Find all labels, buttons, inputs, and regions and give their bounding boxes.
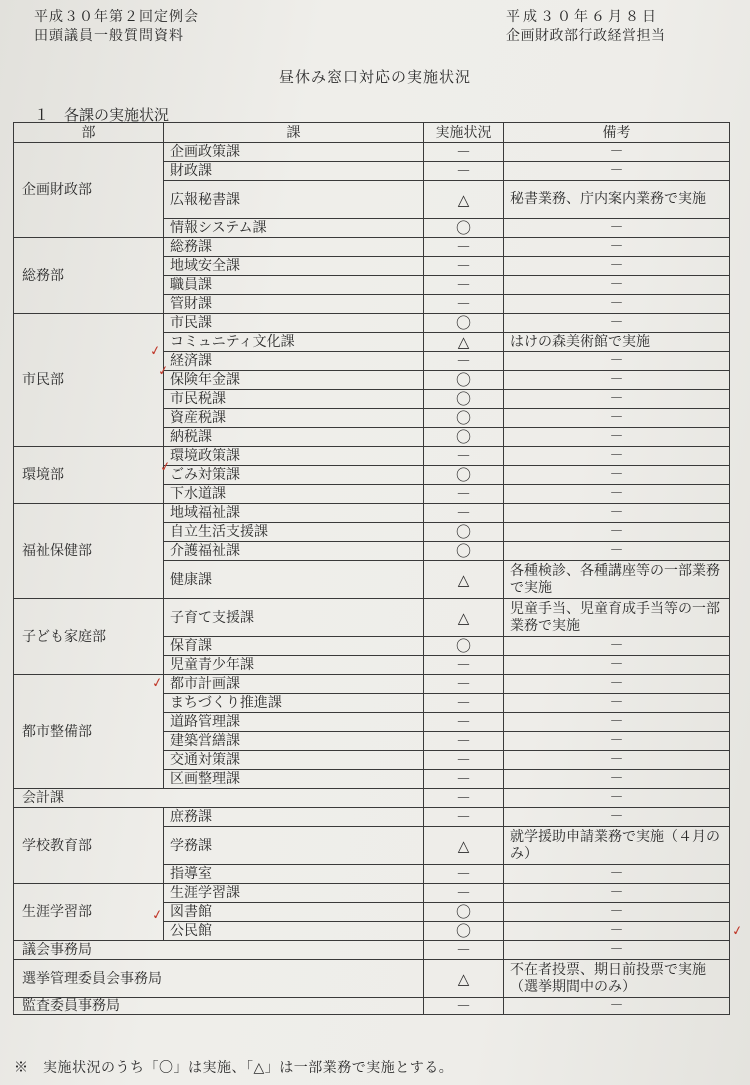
note-cell: － [504, 998, 730, 1015]
section-cell: 都市計画課 [164, 675, 424, 694]
section-cell: 納税課 [164, 428, 424, 447]
section-cell: 財政課 [164, 162, 424, 181]
note-cell: － [504, 314, 730, 333]
status-cell: 〇 [424, 542, 504, 561]
handwritten-check-mark: ✓ [158, 459, 173, 476]
note-cell: － [504, 865, 730, 884]
document-title: 昼休み窓口対応の実施状況 [278, 68, 471, 86]
status-cell: － [424, 941, 504, 960]
handwritten-check-mark: ✓ [156, 363, 171, 380]
status-cell: － [424, 162, 504, 181]
status-cell: － [424, 352, 504, 371]
note-cell: 就学援助申請業務で実施（４月のみ） [504, 827, 730, 865]
note-cell: － [504, 390, 730, 409]
status-cell: 〇 [424, 637, 504, 656]
note-cell: － [504, 542, 730, 561]
section-cell: 職員課 [164, 276, 424, 295]
note-cell: － [504, 884, 730, 903]
column-header-section: 課 [164, 123, 424, 143]
status-cell: 〇 [424, 922, 504, 941]
section-cell: 資産税課 [164, 409, 424, 428]
status-cell: 〇 [424, 466, 504, 485]
section-cell: 地域安全課 [164, 257, 424, 276]
section-cell: 市民課 [164, 314, 424, 333]
note-cell: 秘書業務、庁内案内業務で実施 [504, 181, 730, 219]
note-cell: － [504, 941, 730, 960]
status-cell: 〇 [424, 428, 504, 447]
department-cell: 生涯学習部 [14, 884, 164, 941]
handwritten-check-mark: ✓ [150, 675, 165, 692]
status-cell: － [424, 447, 504, 466]
table-row [14, 238, 730, 257]
status-cell: △ [424, 960, 504, 998]
note-cell: － [504, 276, 730, 295]
section-cell: まちづくり推進課 [164, 694, 424, 713]
department-cell: 学校教育部 [14, 808, 164, 884]
status-cell: 〇 [424, 409, 504, 428]
status-cell: － [424, 295, 504, 314]
responsible-department: 企画財政部行政経営担当 [506, 28, 666, 44]
status-cell: 〇 [424, 903, 504, 922]
department-cell: 会計課 [14, 789, 424, 808]
note-cell: － [504, 637, 730, 656]
section-cell: 図書館 [164, 903, 424, 922]
status-cell: － [424, 694, 504, 713]
document-date: 平成３０年６月８日 [506, 9, 659, 25]
status-cell: － [424, 143, 504, 162]
table-row [14, 599, 730, 637]
note-cell: － [504, 808, 730, 827]
note-cell: － [504, 922, 730, 941]
section-cell: 情報システム課 [164, 219, 424, 238]
status-cell: 〇 [424, 523, 504, 542]
note-cell: － [504, 656, 730, 675]
column-header-dept: 部 [14, 123, 164, 143]
status-cell: － [424, 485, 504, 504]
table-row [14, 504, 730, 523]
department-cell: 監査委員事務局 [14, 998, 424, 1015]
table-row [14, 941, 730, 960]
note-cell: － [504, 751, 730, 770]
status-cell: △ [424, 333, 504, 352]
table-row [14, 314, 730, 333]
section-cell: 総務課 [164, 238, 424, 257]
note-cell: － [504, 257, 730, 276]
department-cell: 子ども家庭部 [14, 599, 164, 675]
department-cell: 選挙管理委員会事務局 [14, 960, 424, 998]
table-row [14, 960, 730, 998]
status-cell: － [424, 276, 504, 295]
status-cell: △ [424, 561, 504, 599]
section-cell: 学務課 [164, 827, 424, 865]
section-cell: 庶務課 [164, 808, 424, 827]
department-cell: 企画財政部 [14, 143, 164, 238]
note-cell: 不在者投票、期日前投票で実施（選挙期間中のみ） [504, 960, 730, 998]
note-cell: － [504, 732, 730, 751]
note-cell: － [504, 523, 730, 542]
section-cell: 健康課 [164, 561, 424, 599]
section-cell: 交通対策課 [164, 751, 424, 770]
table-header-row [14, 123, 730, 143]
table-body [14, 143, 730, 1015]
table-row [14, 447, 730, 466]
section-cell: 児童青少年課 [164, 656, 424, 675]
note-cell: はけの森美術館で実施 [504, 333, 730, 352]
section-cell: ごみ対策課 [164, 466, 424, 485]
table-row [14, 808, 730, 827]
note-cell: － [504, 447, 730, 466]
section-cell: 保育課 [164, 637, 424, 656]
status-cell: － [424, 865, 504, 884]
status-cell: － [424, 998, 504, 1015]
note-cell: － [504, 409, 730, 428]
note-cell: － [504, 162, 730, 181]
status-cell: － [424, 504, 504, 523]
status-cell: － [424, 656, 504, 675]
status-cell: － [424, 884, 504, 903]
note-cell: － [504, 789, 730, 808]
note-cell: － [504, 428, 730, 447]
status-cell: △ [424, 599, 504, 637]
note-cell: － [504, 713, 730, 732]
section-cell: 環境政策課 [164, 447, 424, 466]
department-cell: 議会事務局 [14, 941, 424, 960]
section-cell: 広報秘書課 [164, 181, 424, 219]
section-cell: コミュニティ文化課 [164, 333, 424, 352]
note-cell: － [504, 238, 730, 257]
section-cell: 自立生活支援課 [164, 523, 424, 542]
department-cell: 市民部 [14, 314, 164, 447]
table-row [14, 143, 730, 162]
table-row [14, 884, 730, 903]
status-cell: △ [424, 827, 504, 865]
section-cell: 指導室 [164, 865, 424, 884]
note-cell: － [504, 219, 730, 238]
table-row [14, 675, 730, 694]
note-cell: － [504, 371, 730, 390]
section-cell: 地域福祉課 [164, 504, 424, 523]
note-cell: － [504, 694, 730, 713]
note-cell: － [504, 903, 730, 922]
section-cell: 建築営繕課 [164, 732, 424, 751]
status-cell: － [424, 751, 504, 770]
note-cell: 各種検診、各種講座等の一部業務で実施 [504, 561, 730, 599]
note-cell: － [504, 504, 730, 523]
section-heading: １ 各課の実施状況 [34, 106, 170, 124]
status-cell: 〇 [424, 314, 504, 333]
note-cell: － [504, 675, 730, 694]
note-cell: － [504, 352, 730, 371]
status-cell: 〇 [424, 371, 504, 390]
status-cell: 〇 [424, 219, 504, 238]
note-cell: － [504, 295, 730, 314]
section-cell: 公民館 [164, 922, 424, 941]
section-cell: 子育て支援課 [164, 599, 424, 637]
handwritten-check-mark: ✓ [730, 923, 745, 940]
note-cell: － [504, 485, 730, 504]
department-cell: 福祉保健部 [14, 504, 164, 599]
department-cell: 環境部 [14, 447, 164, 504]
status-cell: － [424, 238, 504, 257]
department-cell: 都市整備部 [14, 675, 164, 789]
status-cell: － [424, 789, 504, 808]
status-cell: － [424, 770, 504, 789]
section-cell: 市民税課 [164, 390, 424, 409]
status-cell: － [424, 808, 504, 827]
section-cell: 管財課 [164, 295, 424, 314]
status-cell: － [424, 713, 504, 732]
section-cell: 保険年金課 [164, 371, 424, 390]
status-table [13, 122, 730, 1015]
column-header-status: 実施状況 [424, 123, 504, 143]
handwritten-check-mark: ✓ [150, 907, 165, 924]
status-cell: － [424, 675, 504, 694]
note-cell: － [504, 143, 730, 162]
status-cell: △ [424, 181, 504, 219]
department-cell: 総務部 [14, 238, 164, 314]
note-cell: － [504, 466, 730, 485]
section-cell: 道路管理課 [164, 713, 424, 732]
column-header-note: 備考 [504, 123, 730, 143]
note-cell: 児童手当、児童育成手当等の一部業務で実施 [504, 599, 730, 637]
meeting-label: 平成３０年第２回定例会 [34, 9, 199, 25]
status-cell: － [424, 732, 504, 751]
table-row [14, 998, 730, 1015]
footnote: ※ 実施状況のうち「〇」は実施、「△」は一部業務で実施とする。 [14, 1060, 454, 1076]
section-cell: 経済課 [164, 352, 424, 371]
table-row [14, 789, 730, 808]
handwritten-check-mark: ✓ [148, 343, 163, 360]
material-label: 田頭議員一般質問資料 [34, 28, 184, 44]
note-cell: － [504, 770, 730, 789]
section-cell: 下水道課 [164, 485, 424, 504]
status-cell: 〇 [424, 390, 504, 409]
section-cell: 介護福祉課 [164, 542, 424, 561]
section-cell: 生涯学習課 [164, 884, 424, 903]
section-cell: 区画整理課 [164, 770, 424, 789]
section-cell: 企画政策課 [164, 143, 424, 162]
status-cell: － [424, 257, 504, 276]
